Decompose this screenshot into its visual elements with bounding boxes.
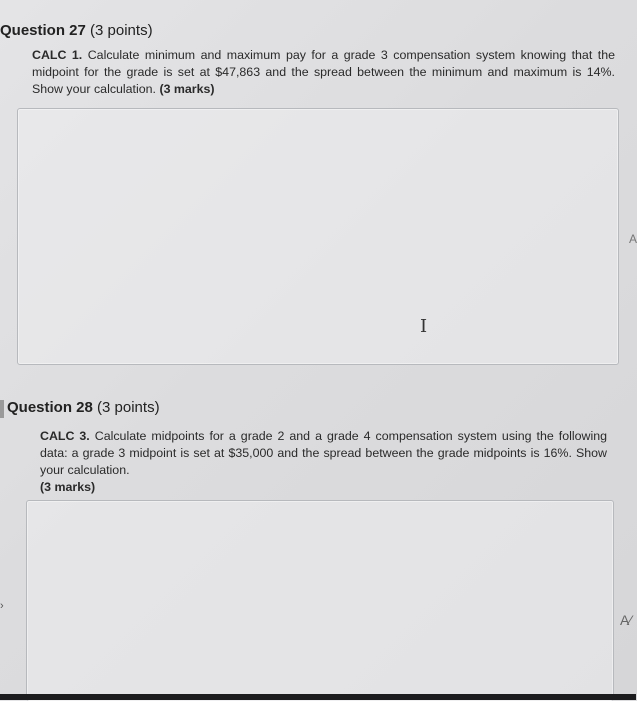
question-27-title <box>0 22 153 39</box>
question-28-title <box>7 399 160 416</box>
question-27-prompt <box>32 47 615 98</box>
question-28-prompt-text: Calculate midpoints for a grade 2 and a grade 4 compensation system using the following data: a grade 3 midpoint is set at $35,000 and the spread between the grade midpoints is 16%. Show your calculation. <box>40 429 607 477</box>
question-28-points: (3 points) <box>97 399 160 416</box>
question-27-points: (3 points) <box>90 22 153 39</box>
question-27-answer-box[interactable] <box>17 108 619 365</box>
question-28-marks: (3 marks) <box>40 480 96 494</box>
text-format-icon[interactable]: A⁄ <box>620 612 632 628</box>
question-27-prompt-text: Calculate minimum and maximum pay for a grade 3 compensation system knowing that the midpoint for the grade is set at $47,863 and the spread between the minimum and maximum is 14%. Show your calculation. <box>32 48 615 96</box>
question-28-calc-label: CALC 3. <box>40 429 90 443</box>
question-27-number: Question 27 <box>0 22 86 39</box>
text-format-icon[interactable]: A <box>629 232 637 246</box>
question-28-answer-box[interactable] <box>26 500 614 701</box>
bottom-bar <box>0 694 636 700</box>
question-28-marker <box>0 400 4 418</box>
question-27-marks: (3 marks) <box>159 82 215 96</box>
chevron-right-icon: › <box>0 600 4 612</box>
question-27-calc-label: CALC 1. <box>32 48 83 62</box>
text-cursor-icon: I <box>420 316 428 337</box>
question-28-prompt <box>40 428 607 496</box>
question-28-number: Question 28 <box>7 399 93 416</box>
